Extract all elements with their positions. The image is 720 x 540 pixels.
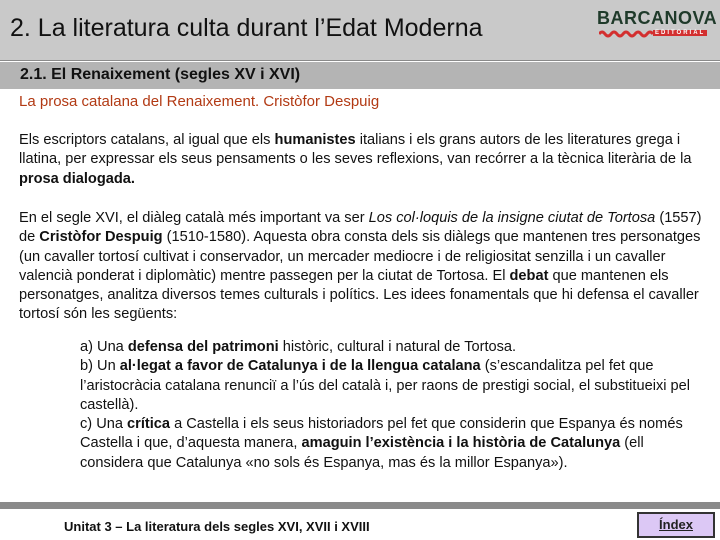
section-title: 2.1. El Renaixement (segles XV i XVI)	[20, 66, 301, 83]
text-run: b) Un	[80, 358, 120, 375]
text-run: a) Una	[80, 339, 128, 355]
paragraph-despuig	[19, 209, 703, 325]
bold-text: amaguin l’existència i la història de Catalunya	[301, 435, 621, 452]
logo-sub: EDITORIAL	[655, 30, 706, 36]
italic-text: Los col·loquis de la insigne ciutat de Tortosa	[368, 210, 656, 226]
text-run: c) Una	[80, 416, 128, 433]
bold-text: defensa del patrimoni	[127, 339, 279, 355]
bold-text: Cristòfor Despuig	[39, 229, 163, 246]
footer-divider	[0, 502, 720, 509]
logo-name: BARCANOVA	[597, 8, 718, 28]
footer-unit: Unitat 3 – La literatura dels segles XVI, XVII i XVIII	[64, 519, 370, 534]
bold-text: al·legat a favor de Catalunya i de la llengua catalana	[119, 358, 481, 375]
text-run: que mantenen els personatges, analitza diversos temes culturals i polítics. Les idees fonamentals que hi defensa el cavaller tortosí són les següents:	[19, 267, 699, 323]
barcanova-logo	[597, 8, 718, 40]
bold-text: crítica	[127, 416, 171, 433]
ideas-list	[80, 338, 705, 473]
section-bar	[0, 62, 720, 89]
text-run: italians i els grans autors de les literatures grega i llatina, per expressar els seus pensaments o les seves reflexions, van recórrer a la tècnica literària de la	[19, 132, 692, 168]
page-title: 2. La literatura culta durant l’Edat Moderna	[10, 14, 483, 42]
paragraph-intro	[19, 131, 703, 189]
text-run: En el segle XVI, el diàleg català més important va ser	[19, 210, 369, 226]
bold-text: humanistes	[274, 132, 356, 148]
text-run: Els escriptors catalans, al igual que els	[19, 132, 275, 148]
text-run: (1557) de	[19, 210, 702, 246]
title-bar	[0, 0, 720, 61]
index-button[interactable]: Índex	[637, 512, 715, 538]
subtitle: La prosa catalana del Renaixement. Cristòfor Despuig	[19, 93, 380, 110]
text-run: (1510-1580). Aquesta obra consta dels sis diàlegs que mantenen tres personatges (un cavaller tortosí cultivat i conservador, un mercader mediocre i de religiositat senzilla i un cavaller valencià ponderat i diplomàtic) mentre passegen per la ciutat de Tortosa. El	[19, 229, 701, 284]
text-run: (ell considera que Catalunya «no sols és Espanya, mas és la millor Espanya»).	[80, 435, 644, 471]
text-run: a Castella i els seus historiadors pel fet que considerin que Espanya és només Castella i que, d’aquesta manera,	[80, 416, 683, 452]
text-run: (s’escandalitza pel fet que l’aristocràcia catalana renunciï a l’ús del català i, per raons de prestigi social, el substitueixi pel castellà).	[80, 358, 691, 413]
bold-text: prosa dialogada.	[19, 170, 135, 187]
bold-text: debat	[509, 267, 549, 284]
text-run: històric, cultural i natural de Tortosa.	[278, 339, 517, 355]
